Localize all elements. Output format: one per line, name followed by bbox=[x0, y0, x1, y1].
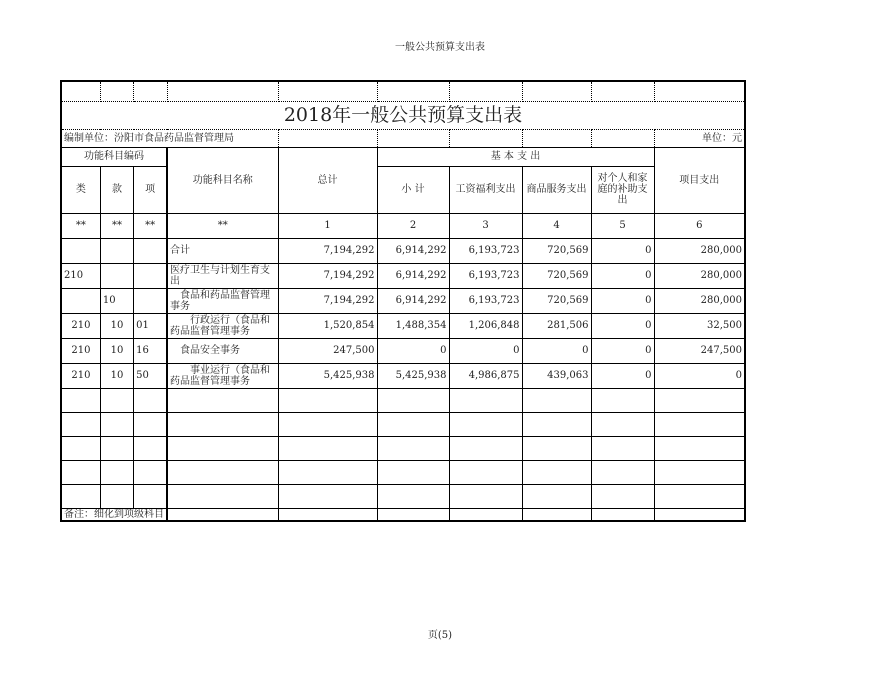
total-cell: 7,194,292 bbox=[278, 263, 377, 288]
project-cell: 247,500 bbox=[654, 338, 745, 363]
subsidy-cell: 0 bbox=[591, 363, 654, 388]
page-header: 一般公共预算支出表 bbox=[395, 42, 485, 53]
total-cell: 7,194,292 bbox=[278, 238, 377, 263]
empty-row bbox=[61, 388, 745, 412]
index-cell: 1 bbox=[278, 213, 377, 238]
subsidy-cell: 0 bbox=[591, 313, 654, 338]
goods-cell: 720,569 bbox=[522, 238, 591, 263]
name-cell: 食品和药品监督管理事务 bbox=[167, 288, 278, 313]
index-cell: 5 bbox=[591, 213, 654, 238]
index-cell: ** bbox=[167, 213, 278, 238]
kuan-cell bbox=[100, 238, 133, 263]
goods-cell: 439,063 bbox=[522, 363, 591, 388]
subsidy-cell: 0 bbox=[591, 263, 654, 288]
kuan-cell bbox=[100, 263, 133, 288]
empty-row bbox=[61, 460, 745, 484]
index-row bbox=[61, 213, 745, 238]
project-cell: 280,000 bbox=[654, 238, 745, 263]
subtotal-cell: 6,914,292 bbox=[377, 263, 449, 288]
subtotal-cell: 6,914,292 bbox=[377, 288, 449, 313]
xiang-cell bbox=[134, 238, 167, 263]
project-cell: 32,500 bbox=[654, 313, 745, 338]
empty-row bbox=[61, 436, 745, 460]
salary-cell: 4,986,875 bbox=[449, 363, 522, 388]
code-group-header: 功能科目编码 bbox=[61, 147, 167, 166]
kuan-cell: 10 bbox=[100, 363, 133, 388]
budget-table bbox=[60, 80, 746, 522]
basic-header: 基 本 支 出 bbox=[377, 147, 654, 166]
name-cell: 事业运行（食品和药品监督管理事务 bbox=[167, 363, 278, 388]
goods-cell: 720,569 bbox=[522, 288, 591, 313]
total-cell: 7,194,292 bbox=[278, 288, 377, 313]
subsidy-cell: 0 bbox=[591, 288, 654, 313]
lei-header: 类 bbox=[61, 166, 100, 213]
goods-cell: 0 bbox=[522, 338, 591, 363]
subtotal-cell: 0 bbox=[377, 338, 449, 363]
project-cell: 280,000 bbox=[654, 288, 745, 313]
total-cell: 5,425,938 bbox=[278, 363, 377, 388]
salary-cell: 6,193,723 bbox=[449, 263, 522, 288]
table-title: 2018年一般公共预算支出表 bbox=[61, 101, 745, 129]
index-cell: 6 bbox=[654, 213, 745, 238]
total-cell: 1,520,854 bbox=[278, 313, 377, 338]
salary-cell: 0 bbox=[449, 338, 522, 363]
total-cell: 247,500 bbox=[278, 338, 377, 363]
subsidy-cell: 0 bbox=[591, 238, 654, 263]
goods-cell: 281,506 bbox=[522, 313, 591, 338]
table-row bbox=[61, 338, 745, 363]
index-cell: 3 bbox=[449, 213, 522, 238]
subtotal-cell: 5,425,938 bbox=[377, 363, 449, 388]
index-cell: ** bbox=[134, 213, 167, 238]
note: 备注：细化到项级科目 bbox=[61, 508, 167, 521]
table-row bbox=[61, 363, 745, 388]
xiang-header: 项 bbox=[134, 166, 167, 213]
kuan-cell: 10 bbox=[100, 288, 133, 313]
lei-cell: 210 bbox=[61, 363, 100, 388]
total-header: 总计 bbox=[278, 147, 377, 213]
index-cell: ** bbox=[100, 213, 133, 238]
index-cell: 2 bbox=[377, 213, 449, 238]
name-cell: 行政运行（食品和药品监督管理事务 bbox=[167, 313, 278, 338]
kuan-cell: 10 bbox=[100, 338, 133, 363]
unit-label: 单位：元 bbox=[654, 129, 745, 147]
table-row bbox=[61, 263, 745, 288]
table-row bbox=[61, 313, 745, 338]
project-cell: 0 bbox=[654, 363, 745, 388]
kuan-cell: 10 bbox=[100, 313, 133, 338]
subtotal-cell: 1,488,354 bbox=[377, 313, 449, 338]
salary-cell: 6,193,723 bbox=[449, 238, 522, 263]
name-cell: 食品安全事务 bbox=[167, 338, 278, 363]
lei-cell: 210 bbox=[61, 313, 100, 338]
salary-cell: 6,193,723 bbox=[449, 288, 522, 313]
salary-cell: 1,206,848 bbox=[449, 313, 522, 338]
goods-cell: 720,569 bbox=[522, 263, 591, 288]
subtotal-header: 小 计 bbox=[377, 166, 449, 213]
table-row bbox=[61, 238, 745, 263]
goods-header: 商品服务支出 bbox=[522, 166, 591, 213]
lei-cell: 210 bbox=[61, 263, 100, 288]
xiang-cell: 16 bbox=[134, 338, 167, 363]
xiang-cell: 50 bbox=[134, 363, 167, 388]
project-header: 项目支出 bbox=[654, 147, 745, 213]
name-header: 功能科目名称 bbox=[167, 147, 278, 213]
page-footer: 页(5) bbox=[427, 630, 453, 641]
empty-row bbox=[61, 412, 745, 436]
org-label: 编制单位：汾阳市食品药品监督管理局 bbox=[61, 129, 278, 147]
table-row bbox=[61, 288, 745, 313]
xiang-cell: 01 bbox=[134, 313, 167, 338]
subsidy-cell: 0 bbox=[591, 338, 654, 363]
lei-cell bbox=[61, 238, 100, 263]
salary-header: 工资福利支出 bbox=[449, 166, 522, 213]
index-cell: 4 bbox=[522, 213, 591, 238]
project-cell: 280,000 bbox=[654, 263, 745, 288]
subsidy-header: 对个人和家庭的补助支出 bbox=[591, 166, 654, 213]
xiang-cell bbox=[134, 263, 167, 288]
lei-cell bbox=[61, 288, 100, 313]
subtotal-cell: 6,914,292 bbox=[377, 238, 449, 263]
name-cell: 医疗卫生与计划生育支出 bbox=[167, 263, 278, 288]
name-cell: 合计 bbox=[167, 238, 278, 263]
index-cell: ** bbox=[61, 213, 100, 238]
empty-row bbox=[61, 484, 745, 508]
xiang-cell bbox=[134, 288, 167, 313]
lei-cell: 210 bbox=[61, 338, 100, 363]
blank-row bbox=[61, 81, 745, 101]
kuan-header: 款 bbox=[100, 166, 133, 213]
